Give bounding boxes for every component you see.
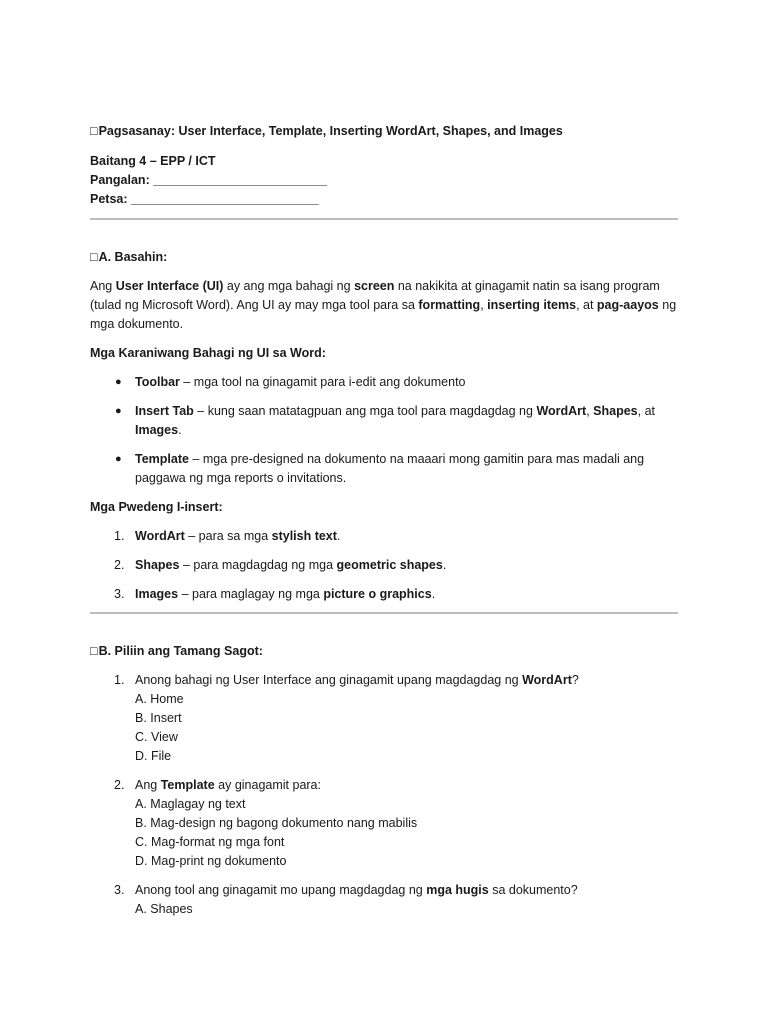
item-text: . — [431, 587, 436, 601]
section-b-heading — [90, 642, 680, 661]
book-icon: □ — [90, 250, 98, 264]
answer-choice: D. Mag-print ng dokumento — [135, 854, 287, 868]
section-b-title: B. Piliin ang Tamang Sagot: — [98, 644, 263, 658]
question-text-part: Anong tool ang ginagamit mo upang magdagdag ng — [135, 883, 427, 897]
question-number: 3. — [114, 883, 125, 897]
bullet-icon: ● — [115, 405, 122, 417]
question-text-part: ay ginagamit para: — [214, 778, 321, 792]
name-field-line: Pangalan: _________________________ — [90, 173, 328, 187]
answer-choices — [135, 690, 680, 766]
list-item — [90, 527, 680, 546]
bullet-icon: ● — [115, 376, 122, 388]
document-content — [90, 122, 680, 929]
intro-bold: inserting items — [487, 298, 577, 312]
item-number: 2. — [114, 558, 125, 572]
list-item — [90, 450, 680, 488]
item-text: – kung saan matatagpuan ang mga tool para magdagdag ng — [193, 404, 537, 418]
answer-choices — [135, 900, 680, 919]
section-a-heading — [90, 248, 680, 267]
intro-text: , — [480, 298, 488, 312]
divider — [90, 218, 678, 220]
question-item — [90, 671, 680, 766]
question-text-part: sa dokumento? — [488, 883, 578, 897]
ui-parts-heading: Mga Karaniwang Bahagi ng UI sa Word: — [90, 346, 326, 360]
answer-choice: A. Home — [135, 692, 184, 706]
worksheet-title-text: Pagsasanay: User Interface, Template, Inserting WordArt, Shapes, and Images — [98, 124, 563, 138]
item-term: WordArt — [135, 529, 185, 543]
item-text: . — [178, 423, 182, 437]
item-text: – para sa mga — [184, 529, 272, 543]
answer-choice: C. View — [135, 730, 178, 744]
intro-text: ay ang mga bahagi ng — [223, 279, 355, 293]
item-term: Shapes — [135, 558, 180, 572]
document-icon: □ — [90, 124, 98, 138]
insert-items-heading: Mga Pwedeng I-insert: — [90, 500, 223, 514]
insert-items-list — [90, 527, 680, 604]
quiz-questions — [90, 671, 680, 919]
intro-text: ng mga dokumento. — [90, 298, 677, 331]
ui-parts-list — [90, 373, 680, 488]
item-term: geometric shapes — [336, 558, 443, 572]
intro-bold: pag-aayos — [596, 298, 659, 312]
item-text: – mga pre-designed na dokumento na maaari mong gamitin para mas madali ang paggawa ng mga reports o invitations. — [135, 452, 645, 485]
item-text: – para maglagay ng mga — [178, 587, 324, 601]
checkmark-icon: □ — [90, 644, 98, 658]
question-keyword: mga hugis — [426, 883, 489, 897]
item-text: . — [336, 529, 341, 543]
intro-bold: User Interface (UI) — [115, 279, 224, 293]
item-term: picture o graphics — [323, 587, 432, 601]
question-text-part: ? — [571, 673, 579, 687]
divider — [90, 612, 678, 614]
question-keyword: Template — [160, 778, 215, 792]
answer-choice: B. Insert — [135, 711, 182, 725]
list-item — [90, 585, 680, 604]
intro-bold: screen — [354, 279, 395, 293]
question-number: 1. — [114, 673, 125, 687]
question-item — [90, 776, 680, 871]
item-text: , at — [637, 404, 655, 418]
question-text-part: Ang — [135, 778, 161, 792]
question-text — [135, 776, 680, 795]
answer-choices — [135, 795, 680, 871]
answer-choice: A. Maglagay ng text — [135, 797, 246, 811]
date-field-line: Petsa: ___________________________ — [90, 192, 319, 206]
item-text: – para magdagdag ng mga — [179, 558, 337, 572]
item-number: 1. — [114, 529, 125, 543]
answer-choice: B. Mag-design ng bagong dokumento nang mabilis — [135, 816, 418, 830]
grade-line: Baitang 4 – EPP / ICT — [90, 154, 216, 168]
question-item — [90, 881, 680, 919]
answer-choice: A. Shapes — [135, 902, 193, 916]
intro-bold: formatting — [418, 298, 481, 312]
answer-choice: D. File — [135, 749, 172, 763]
question-number: 2. — [114, 778, 125, 792]
item-text: , — [586, 404, 594, 418]
ui-intro-paragraph — [90, 277, 680, 334]
list-item — [90, 402, 680, 440]
intro-text: na nakikita at ginagamit natin sa isang program (tulad ng Microsoft Word). Ang UI ay may mga tool para sa — [90, 279, 660, 312]
item-number: 3. — [114, 587, 125, 601]
bullet-icon: ● — [115, 453, 122, 465]
item-text: . — [442, 558, 447, 572]
item-term: Toolbar — [135, 375, 180, 389]
item-term: Insert Tab — [135, 404, 194, 418]
answer-choice: C. Mag-format ng mga font — [135, 835, 285, 849]
intro-text: , at — [576, 298, 597, 312]
item-term: stylish text — [271, 529, 337, 543]
item-term: Images — [135, 587, 179, 601]
item-text: – mga tool na ginagamit para i-edit ang dokumento — [179, 375, 466, 389]
item-term: Images — [135, 423, 179, 437]
question-text — [135, 671, 680, 690]
question-keyword: WordArt — [522, 673, 572, 687]
item-term: Shapes — [593, 404, 638, 418]
list-item — [90, 373, 680, 392]
question-text-part: Anong bahagi ng User Interface ang ginagamit upang magdagdag ng — [135, 673, 523, 687]
question-text — [135, 881, 680, 900]
list-item — [90, 556, 680, 575]
item-term: Template — [135, 452, 189, 466]
intro-text: Ang — [90, 279, 116, 293]
item-term: WordArt — [536, 404, 587, 418]
section-a-title: A. Basahin: — [98, 250, 168, 264]
worksheet-title — [90, 122, 680, 141]
